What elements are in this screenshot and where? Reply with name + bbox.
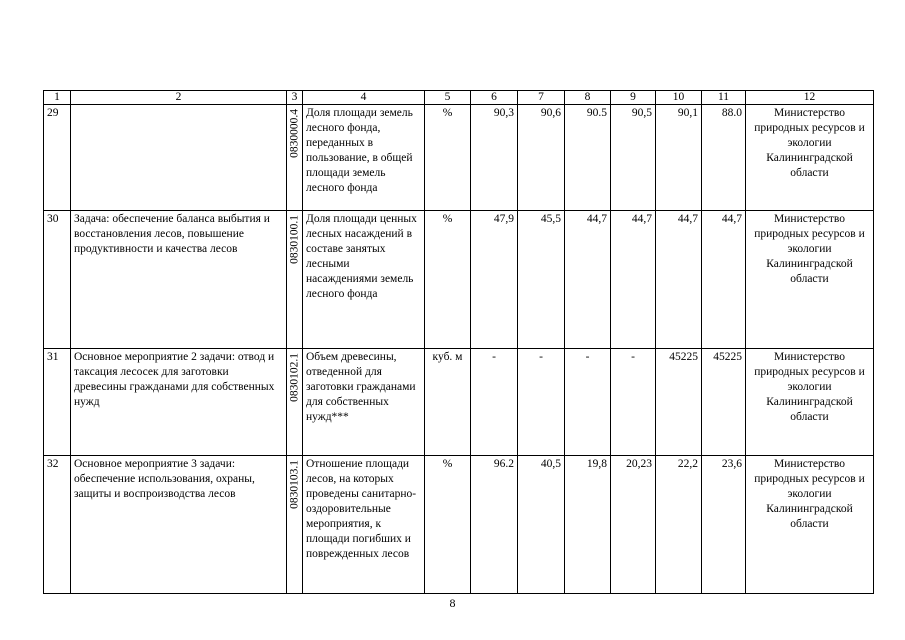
- organization-cell: Министерство природных ресурсов и экологии Калининградской области: [746, 211, 874, 349]
- table-row: [44, 105, 874, 211]
- task-cell: Основное мероприятие 3 задачи: обеспечение использования, охраны, защиты и воспроизводства лесов: [71, 456, 287, 594]
- value-cell: -: [518, 349, 565, 456]
- row-number: 29: [44, 105, 71, 211]
- value-cell: 90,3: [471, 105, 518, 211]
- table-row: [44, 211, 874, 349]
- table-row: [44, 349, 874, 456]
- col-header: 1: [44, 91, 71, 105]
- code-text: 0830000.4: [288, 109, 300, 158]
- value-cell: -: [471, 349, 518, 456]
- table-row: [44, 456, 874, 594]
- value-cell: 45,5: [518, 211, 565, 349]
- indicator-cell: Доля площади ценных лесных насаждений в составе занятых лесными насаждениями земель лесного фонда: [303, 211, 425, 349]
- value-cell: 90.5: [565, 105, 611, 211]
- code-cell: [287, 211, 303, 349]
- col-header: 7: [518, 91, 565, 105]
- row-number: 31: [44, 349, 71, 456]
- unit-cell: куб. м: [425, 349, 471, 456]
- table-header-row: [44, 91, 874, 105]
- col-header: 2: [71, 91, 287, 105]
- value-cell: 44,7: [565, 211, 611, 349]
- value-cell: 23,6: [702, 456, 746, 594]
- value-cell: 20,23: [611, 456, 656, 594]
- organization-cell: Министерство природных ресурсов и экологии Калининградской области: [746, 349, 874, 456]
- value-cell: 90,5: [611, 105, 656, 211]
- value-cell: 44,7: [611, 211, 656, 349]
- task-cell: Основное мероприятие 2 задачи: отвод и таксация лесосек для заготовки древесины гражданами для собственных нужд: [71, 349, 287, 456]
- task-cell: Задача: обеспечение баланса выбытия и восстановления лесов, повышение продуктивности и качества лесов: [71, 211, 287, 349]
- indicators-table: [43, 90, 874, 594]
- col-header: 3: [287, 91, 303, 105]
- unit-cell: %: [425, 211, 471, 349]
- value-cell: 90,6: [518, 105, 565, 211]
- value-cell: -: [565, 349, 611, 456]
- col-header: 5: [425, 91, 471, 105]
- col-header: 11: [702, 91, 746, 105]
- col-header: 12: [746, 91, 874, 105]
- value-cell: 19,8: [565, 456, 611, 594]
- code-cell: [287, 456, 303, 594]
- task-cell: [71, 105, 287, 211]
- value-cell: 90,1: [656, 105, 702, 211]
- value-cell: 45225: [656, 349, 702, 456]
- indicator-cell: Доля площади земель лесного фонда, переданных в пользование, в общей площади земель лесного фонда: [303, 105, 425, 211]
- col-header: 4: [303, 91, 425, 105]
- indicator-cell: Отношение площади лесов, на которых проведены санитарно-оздоровительные мероприятия, к площади погибших и поврежденных лесов: [303, 456, 425, 594]
- value-cell: -: [611, 349, 656, 456]
- unit-cell: %: [425, 456, 471, 594]
- code-text: 0830103.1: [288, 460, 300, 509]
- code-cell: [287, 105, 303, 211]
- value-cell: 47,9: [471, 211, 518, 349]
- col-header: 9: [611, 91, 656, 105]
- indicator-cell: Объем древесины, отведенной для заготовки гражданами для собственных нужд***: [303, 349, 425, 456]
- page-number: 8: [449, 596, 456, 610]
- row-number: 32: [44, 456, 71, 594]
- value-cell: 22,2: [656, 456, 702, 594]
- value-cell: 44,7: [702, 211, 746, 349]
- value-cell: 88.0: [702, 105, 746, 211]
- value-cell: 40,5: [518, 456, 565, 594]
- unit-cell: %: [425, 105, 471, 211]
- col-header: 6: [471, 91, 518, 105]
- col-header: 10: [656, 91, 702, 105]
- code-cell: [287, 349, 303, 456]
- organization-cell: Министерство природных ресурсов и экологии Калининградской области: [746, 105, 874, 211]
- value-cell: 96.2: [471, 456, 518, 594]
- code-text: 0830102.1: [288, 353, 300, 402]
- code-text: 0830100.1: [288, 215, 300, 264]
- col-header: 8: [565, 91, 611, 105]
- value-cell: 44,7: [656, 211, 702, 349]
- value-cell: 45225: [702, 349, 746, 456]
- row-number: 30: [44, 211, 71, 349]
- organization-cell: Министерство природных ресурсов и экологии Калининградской области: [746, 456, 874, 594]
